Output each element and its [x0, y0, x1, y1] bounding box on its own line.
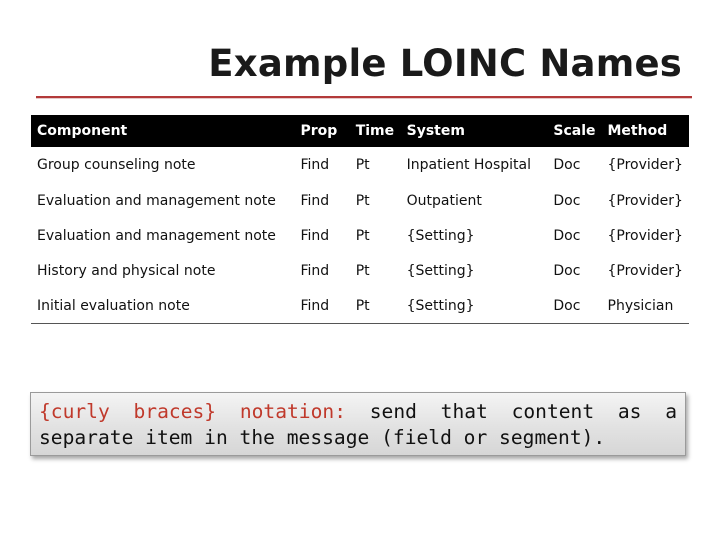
table-header-row — [31, 115, 689, 147]
notation-text: send that content as a separate item in the message (field or segment). — [39, 400, 677, 449]
cell-prop: Find — [300, 192, 330, 209]
notation-callout — [30, 392, 686, 456]
cell-time: Pt — [350, 288, 401, 324]
cell-component: Initial evaluation note — [31, 288, 294, 324]
cell-time: Pt — [355, 262, 370, 279]
cell-prop: Find — [300, 262, 330, 279]
slide-title: Example LOINC Names — [208, 42, 682, 85]
table-row — [31, 183, 689, 218]
cell-scale: Doc — [553, 227, 581, 244]
cell-method: {Provider} — [607, 157, 683, 173]
cell-scale: Doc — [553, 157, 581, 173]
header-time: Time — [350, 115, 401, 147]
table-row — [31, 147, 689, 183]
table-row — [31, 288, 689, 324]
cell-method: Physician — [602, 288, 690, 324]
header-method: Method — [602, 115, 690, 147]
cell-prop: Find — [300, 157, 330, 173]
cell-system: {Setting} — [406, 262, 475, 279]
cell-component: History and physical note — [37, 262, 216, 279]
cell-time: Pt — [355, 192, 370, 209]
table-row — [31, 253, 689, 288]
cell-scale: Doc — [547, 288, 601, 324]
title-divider-shadow — [36, 98, 692, 99]
cell-system: {Setting} — [406, 227, 475, 244]
cell-method: {Provider} — [607, 262, 683, 279]
cell-system: {Setting} — [401, 288, 548, 324]
cell-prop: Find — [294, 288, 349, 324]
cell-prop: Find — [300, 227, 330, 244]
cell-scale: Doc — [553, 192, 581, 209]
cell-system: Outpatient — [406, 192, 482, 209]
cell-method: {Provider} — [607, 227, 683, 244]
cell-component: Group counseling note — [37, 157, 196, 173]
cell-scale: Doc — [553, 262, 581, 279]
cell-time: Pt — [355, 227, 370, 244]
header-prop: Prop — [294, 115, 349, 147]
loinc-names-table — [31, 115, 689, 324]
header-scale: Scale — [547, 115, 601, 147]
header-system: System — [401, 115, 548, 147]
header-component: Component — [31, 115, 294, 147]
cell-time: Pt — [355, 157, 370, 173]
cell-method: {Provider} — [607, 192, 683, 209]
cell-component: Evaluation and management note — [37, 227, 276, 244]
cell-system: Inpatient Hospital — [406, 157, 532, 173]
table-row — [31, 218, 689, 253]
cell-component: Evaluation and management note — [37, 192, 276, 209]
notation-highlight: {curly braces} notation: — [39, 400, 346, 423]
